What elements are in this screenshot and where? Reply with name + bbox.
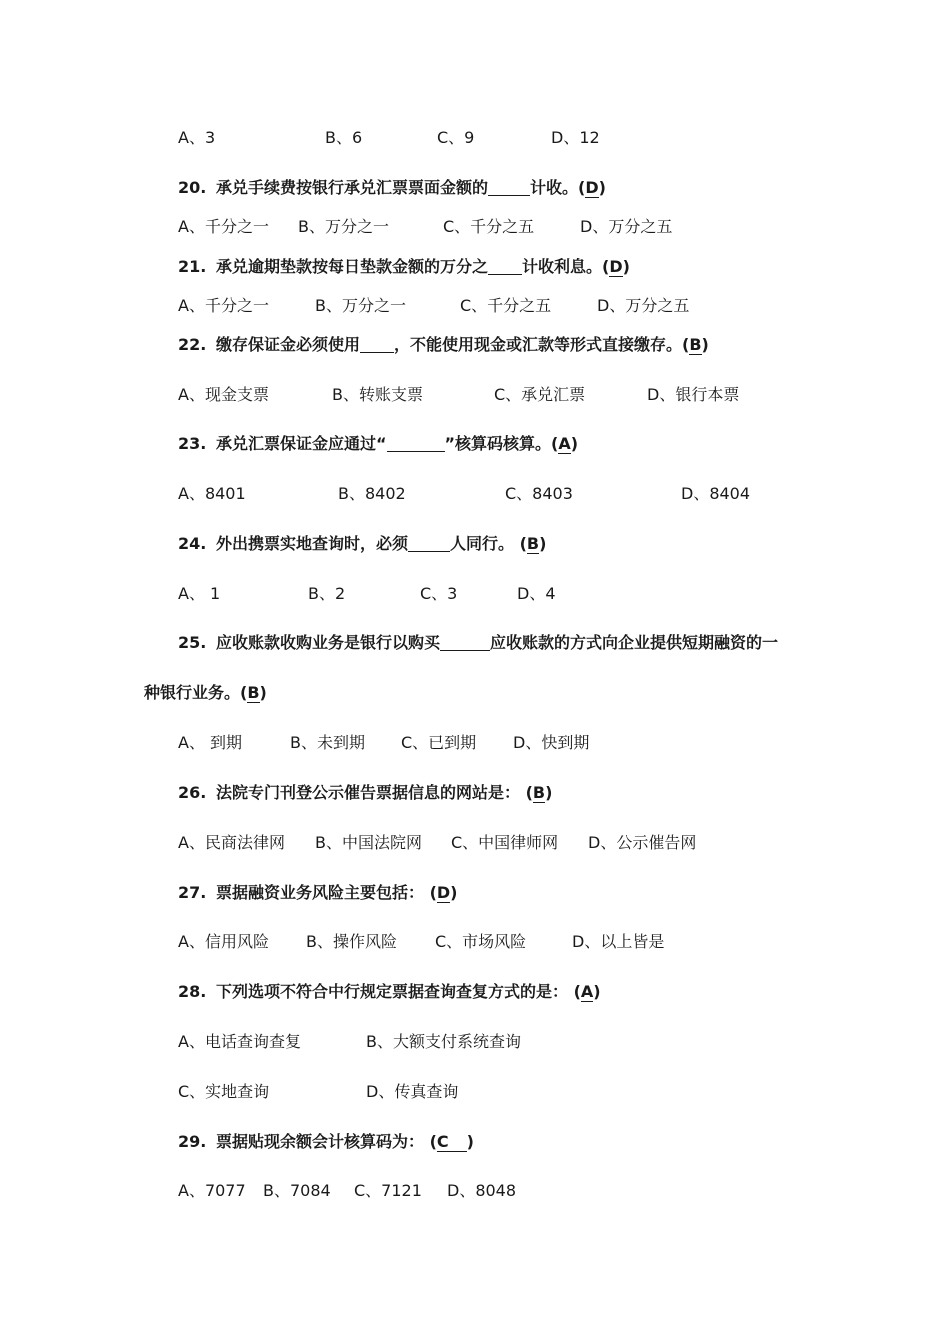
answer-blank	[488, 258, 522, 275]
question-number: 25.	[178, 633, 207, 652]
question-24	[178, 534, 546, 554]
question-number: 23.	[178, 434, 207, 453]
option: B、万分之一	[315, 296, 406, 315]
option: D、以上皆是	[572, 932, 665, 951]
answer-blank	[360, 336, 394, 353]
question-22	[178, 335, 709, 355]
question-25-continued	[144, 683, 267, 703]
answer-blank	[387, 435, 445, 452]
option: C、市场风险	[435, 932, 527, 951]
option: C、8403	[505, 484, 573, 503]
option: B、2	[308, 584, 346, 603]
option: D、4	[517, 584, 556, 603]
option: A、7077	[178, 1181, 246, 1200]
option: D、公示催告网	[588, 833, 697, 852]
option: A、电话查询查复	[178, 1032, 301, 1051]
answer-letter: D	[609, 257, 623, 276]
question-number: 24.	[178, 534, 207, 553]
question-text: ”核算码核算。(	[444, 434, 559, 453]
question-text: 应收账款收购业务是银行以购买	[216, 633, 441, 652]
option: C、3	[420, 584, 458, 603]
option: C、7121	[354, 1181, 422, 1200]
question-number: 29.	[178, 1132, 207, 1151]
option: B、6	[325, 128, 363, 147]
answer-letter: B	[247, 683, 260, 702]
question-29	[178, 1132, 474, 1152]
option: C、承兑汇票	[494, 385, 586, 404]
option: D、万分之五	[580, 217, 673, 236]
question-text: 承兑手续费按银行承兑汇票票面金额的	[216, 178, 489, 197]
answer-letter: D	[585, 178, 599, 197]
question-text: 承兑汇票保证金应通过“	[216, 434, 387, 453]
answer-letter: B	[532, 783, 546, 802]
paren-close: )	[622, 257, 630, 276]
answer-letter: D	[436, 883, 451, 902]
option: C、千分之五	[460, 296, 552, 315]
question-number: 22.	[178, 335, 207, 354]
paren-close: )	[593, 982, 601, 1001]
option: A、 1	[178, 584, 221, 603]
question-25	[178, 633, 778, 653]
option: A、 到期	[178, 733, 243, 752]
question-text: 应收账款的方式向企业提供短期融资的一	[490, 633, 779, 652]
question-28	[178, 982, 601, 1002]
option: D、银行本票	[647, 385, 740, 404]
question-number: 26.	[178, 783, 207, 802]
question-number: 21.	[178, 257, 207, 276]
paren-close: )	[450, 883, 458, 902]
question-text: 计收。(	[530, 178, 586, 197]
answer-letter: B	[689, 335, 702, 354]
answer-letter: A	[558, 434, 571, 453]
question-26	[178, 783, 552, 803]
option: A、8401	[178, 484, 246, 503]
question-text: 下列选项不符合中行规定票据查询查复方式的是： (	[216, 982, 581, 1001]
option: B、大额支付系统查询	[366, 1032, 521, 1051]
question-text: 人同行。 (	[450, 534, 527, 553]
question-text: 票据融资业务风险主要包括： (	[216, 883, 437, 902]
option: B、8402	[338, 484, 406, 503]
option: D、8404	[681, 484, 751, 503]
question-text: ，不能使用现金或汇款等形式直接缴存。(	[394, 335, 690, 354]
option: A、现金支票	[178, 385, 269, 404]
question-text: 承兑逾期垫款按每日垫款金额的万分之	[216, 257, 489, 276]
option: B、未到期	[290, 733, 365, 752]
paren-close: )	[570, 434, 579, 453]
option: C、9	[437, 128, 475, 147]
paren-close: )	[259, 683, 267, 702]
answer-letter: B	[526, 534, 540, 553]
option: A、3	[178, 128, 216, 147]
question-23	[178, 434, 578, 454]
question-text: 法院专门刊登公示催告票据信息的网站是： (	[216, 783, 533, 802]
answer-blank	[440, 634, 490, 651]
option: D、万分之五	[597, 296, 690, 315]
question-text: 计收利息。(	[522, 257, 610, 276]
option: A、信用风险	[178, 932, 269, 951]
question-number: 28.	[178, 982, 207, 1001]
option: A、千分之一	[178, 296, 269, 315]
option: D、12	[551, 128, 600, 147]
option: B、7084	[263, 1181, 331, 1200]
question-text: 缴存保证金必须使用	[216, 335, 361, 354]
answer-letter: A	[580, 982, 594, 1001]
option: A、民商法律网	[178, 833, 285, 852]
question-21	[178, 257, 630, 277]
option: C、千分之五	[443, 217, 535, 236]
paren-close: )	[545, 783, 553, 802]
option: C、实地查询	[178, 1082, 270, 1101]
question-text: 外出携票实地查询时，必须	[216, 534, 409, 553]
option: C、中国律师网	[451, 833, 559, 852]
answer-blank	[408, 535, 450, 552]
paren-close: )	[466, 1132, 474, 1151]
option: B、中国法院网	[315, 833, 422, 852]
option: A、千分之一	[178, 217, 269, 236]
question-text: 票据贴现余额会计核算码为： (	[216, 1132, 437, 1151]
paren-close: )	[539, 534, 547, 553]
answer-letter: C	[437, 1133, 467, 1152]
option: D、传真查询	[366, 1082, 459, 1101]
paren-close: )	[701, 335, 709, 354]
question-text: 种银行业务。(	[144, 683, 248, 702]
option: D、8048	[447, 1181, 517, 1200]
option: D、快到期	[513, 733, 590, 752]
option: C、已到期	[401, 733, 477, 752]
answer-blank	[488, 179, 530, 196]
option: B、万分之一	[298, 217, 389, 236]
question-number: 20.	[178, 178, 207, 197]
question-27	[178, 883, 457, 903]
option: B、转账支票	[332, 385, 423, 404]
question-20	[178, 178, 606, 198]
option: B、操作风险	[306, 932, 397, 951]
paren-close: )	[598, 178, 606, 197]
question-number: 27.	[178, 883, 207, 902]
